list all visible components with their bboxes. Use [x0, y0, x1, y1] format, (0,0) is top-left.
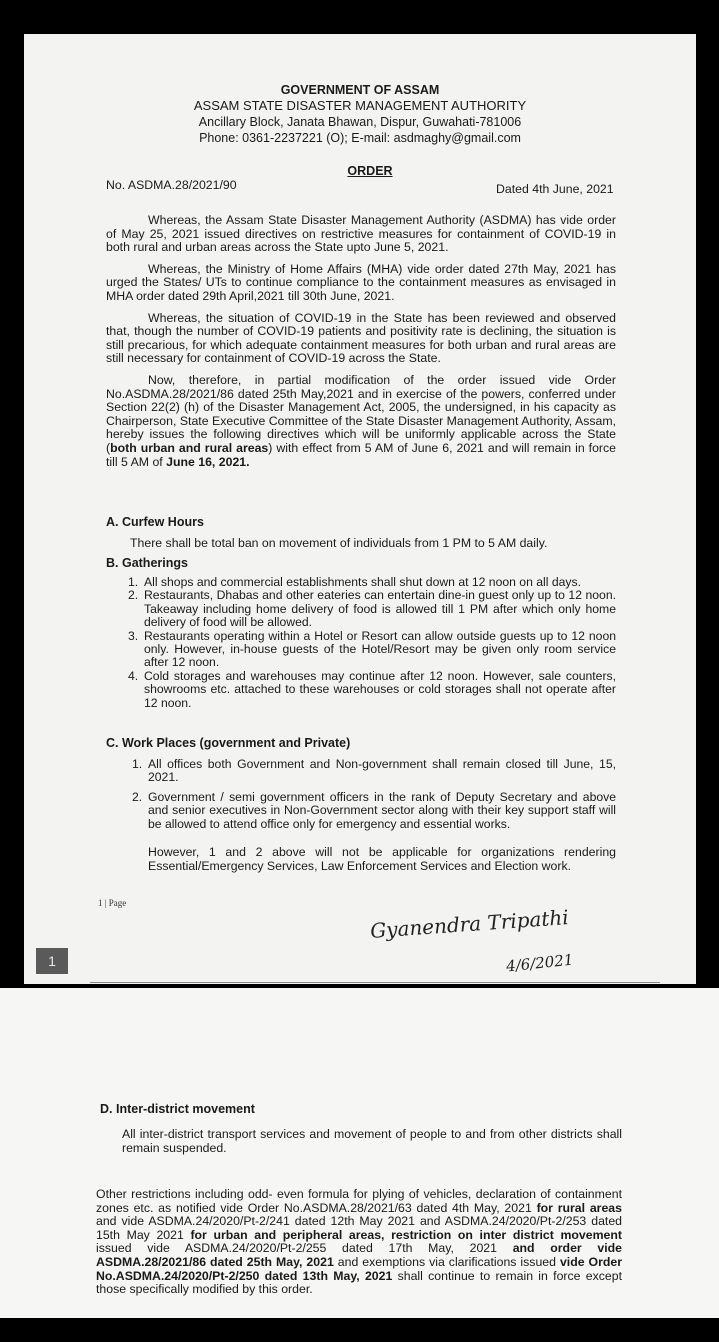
signature: Gyanendra Tripathi [369, 905, 570, 943]
order-number: No. ASDMA.28/2021/90 [106, 178, 237, 192]
order-date: Dated 4th June, 2021 [496, 182, 614, 196]
document-page-1 [24, 34, 696, 984]
gov-title: GOVERNMENT OF ASSAM [280, 83, 440, 97]
list-item: 2. Government / semi government officers in the rank of Deputy Secretary and above and senior executives in Non-Government sector along with their key support staff will be allowed to attend office only for emergency and essential works. [132, 789, 616, 831]
section-a-text: There shall be total ban on movement of individuals from 1 PM to 5 AM daily. [130, 536, 548, 550]
para-3: Whereas, the situation of COVID-19 in the State has been reviewed and observed that, though the number of COVID-19 patients and positivity rate is declining, the situation is still precarious, for which adequate containment measures for both urban and rural areas are still necessary for containment of COVID-19 across the State. [106, 310, 616, 366]
list-item: 1. All shops and commercial establishments shall shut down at 12 noon on all days. [128, 575, 581, 589]
body [106, 214, 616, 469]
section-c-list [132, 757, 616, 831]
para-4: Now, therefore, in partial modification of the order issued vide Order No.ASDMA.28/2021/86 dated 25th May,2021 and in exercise of the powers, conferred under Section 22(2) (h) of the Disaster Management Act, 2005, the undersigned, in his capacity as Chairperson, State Executive Committee of the State Disaster Management Authority, Assam, hereby issues the following directives which will be uniformly applicable across the State (both urban and rural areas) with effect from 5 AM of June 6, 2021 and will remain in force till 5 AM of June 16, 2021. [106, 372, 616, 469]
list-item: 4. Cold storages and warehouses may continue after 12 noon. However, sale counters, showrooms etc. attached to these warehouses or cold storages shall not operate after 12 noon. [128, 668, 616, 710]
section-c-note: However, 1 and 2 above will not be applicable for organizations rendering Essential/Emergency Services, Law Enforcement Services and Election work. [148, 845, 616, 873]
list-item: 2. Restaurants, Dhabas and other eateries can entertain dine-in guest only up to 12 noon. Takeaway including home delivery of food is allowed till 1 PM after which only home delivery of food will be allowed. [128, 588, 616, 630]
section-b-list [128, 575, 616, 710]
list-item: 3. Restaurants operating within a Hotel or Resort can allow outside guests up to 12 noon only. However, in-house guests of the Hotel/Resort may be given only room service after 12 noon. [128, 628, 616, 670]
para-1: Whereas, the Assam State Disaster Management Authority (ASDMA) has vide order of May 25, 2021 issued directives on restrictive measures for containment of COVID-19 in both rural and urban areas across the State upto June 5, 2021. [106, 213, 616, 255]
closing-paragraph: Other restrictions including odd- even formula for plying of vehicles, declaration of containment zones etc. as notified vide Order No.ASDMA.28/2021/63 dated 4th May, 2021 for rural areas and vide ASDMA.24/2020/Pt-2/241 dated 12th May 2021 and ASDMA.24/2020/Pt-2/253 dated 15th May 2021 for urban and peripheral areas, restriction on inter district movement issued vide ASDMA.24/2020/Pt-2/255 dated 17th May, 2021 and order vide ASDMA.28/2021/86 dated 25th May, 2021 and exemptions via clarifications issued vide Order No.ASDMA.24/2020/Pt-2/250 dated 13th May, 2021 shall continue to remain in force except those specifically modified by this order. [96, 1187, 623, 1297]
section-c-heading: C. Work Places (government and Private) [106, 736, 351, 750]
signature-date: 4/6/2021 [505, 950, 575, 976]
section-b-heading: B. Gatherings [106, 556, 188, 570]
contact: Phone: 0361-2237221 (O); E-mail: asdmaghy@gmail.com [199, 131, 521, 145]
letterhead [24, 82, 696, 146]
address: Ancillary Block, Janata Bhawan, Dispur, Guwahati-781006 [198, 115, 522, 129]
page-divider [90, 982, 660, 983]
para-2: Whereas, the Ministry of Home Affairs (MHA) vide order dated 27th May, 2021 has urged the States/ UTs to continue compliance to the containment measures as envisaged in MHA order dated 29th April,2021 till 30th June, 2021. [106, 261, 616, 303]
document-page-2 [0, 988, 719, 1318]
authority-name: ASSAM STATE DISASTER MANAGEMENT AUTHORITY [193, 98, 527, 113]
section-a-heading: A. Curfew Hours [106, 515, 204, 529]
section-d-text: All inter-district transport services and movement of people to and from other districts shall remain suspended. [122, 1127, 622, 1155]
section-d-heading: D. Inter-district movement [100, 1102, 255, 1116]
list-item: 1. All offices both Government and Non-government shall remain closed till June, 15, 2021. [132, 757, 616, 785]
page-badge: 1 [36, 948, 68, 974]
order-title: ORDER [347, 164, 393, 178]
page-number: 1 | Page [98, 898, 127, 908]
